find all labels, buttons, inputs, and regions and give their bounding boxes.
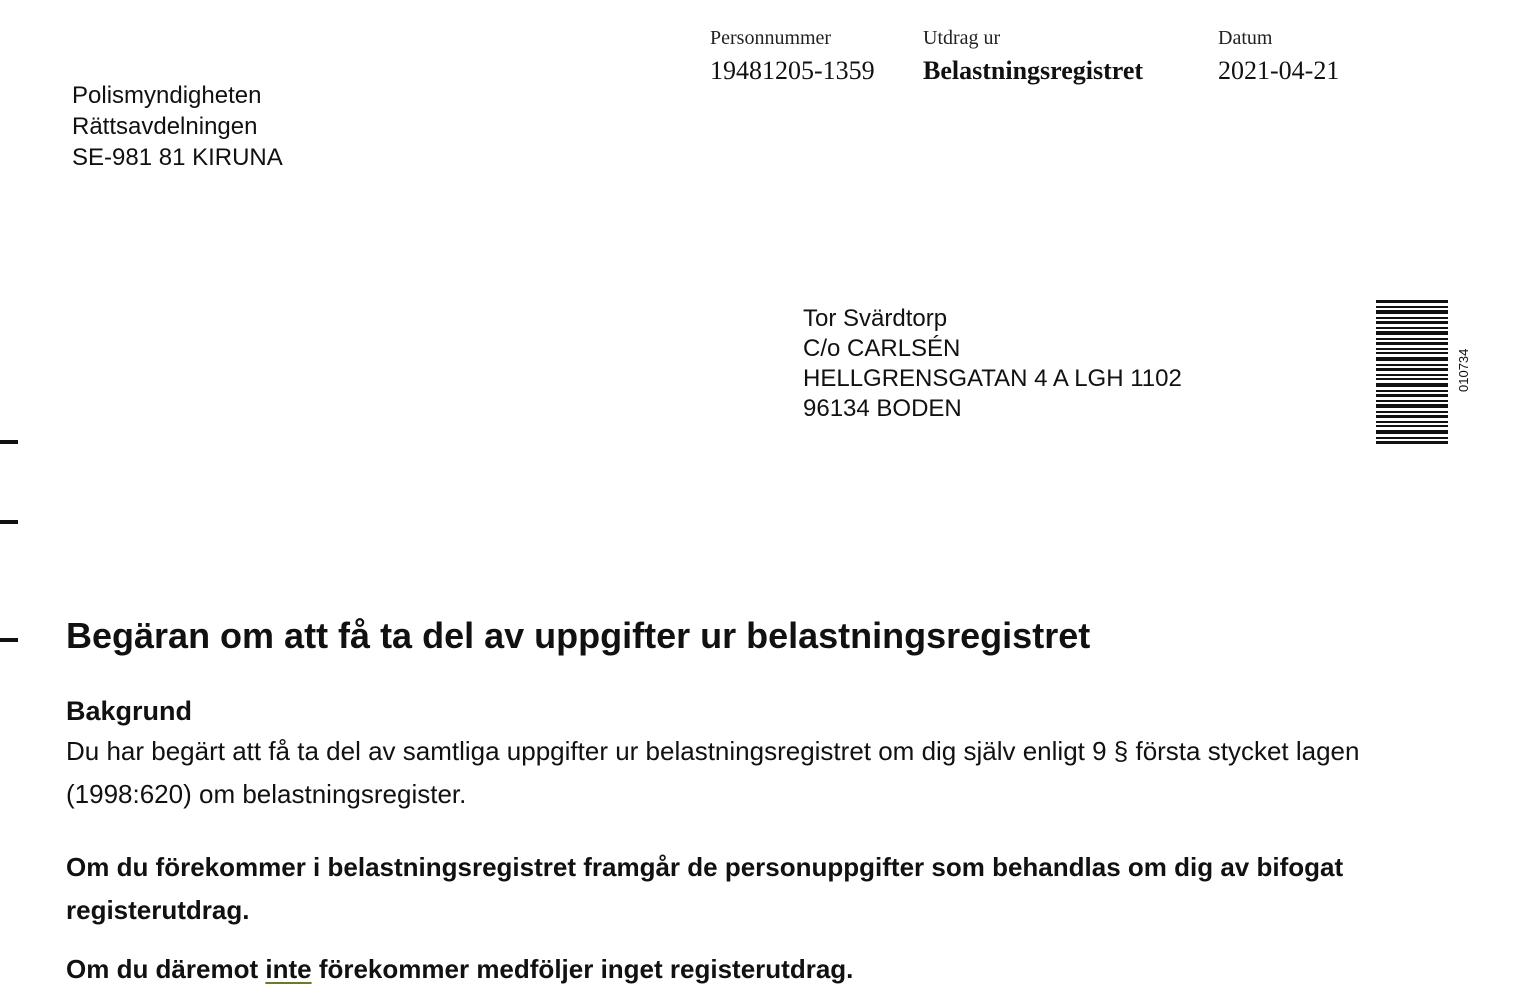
- personnummer-label: Personnummer: [710, 27, 832, 49]
- register-name: Belastningsregistret: [923, 56, 1144, 85]
- recipient-line: HELLGRENSGATAN 4 A LGH 1102: [803, 365, 1182, 392]
- sender-line: Polismyndigheten: [72, 82, 262, 109]
- recipient-line: C/o CARLSÉN: [803, 335, 961, 362]
- recipient-line: 96134 BODEN: [803, 395, 962, 422]
- fold-mark: [0, 440, 18, 444]
- background-paragraph: Du har begärt att få ta del av samtliga uppgifter ur belastningsregistret om dig själv enligt 9 § första stycket lagen (1998:620) om belastningsregister.: [66, 736, 1360, 809]
- date-block: [1218, 26, 1339, 88]
- barcode-icon: [1376, 300, 1448, 446]
- register-block: [923, 26, 1143, 88]
- recipient-line: Tor Svärdtorp: [803, 305, 948, 332]
- no-record-text-start: Om du däremot: [66, 954, 266, 984]
- section-heading: Bakgrund: [66, 696, 193, 726]
- sender-line: SE-981 81 KIRUNA: [72, 144, 283, 171]
- no-record-emphasis: inte: [265, 954, 312, 984]
- document-title: Begäran om att få ta del av uppgifter ur belastningsregistret: [66, 615, 1091, 656]
- barcode-number: 010734: [1456, 348, 1471, 392]
- date-value: 2021-04-21: [1218, 56, 1340, 85]
- no-record-paragraph: [66, 948, 1446, 991]
- no-record-text-end: förekommer medföljer inget registerutdrag.: [311, 954, 854, 984]
- recipient-address: [803, 304, 1182, 424]
- personnummer-block: [710, 26, 875, 88]
- register-info-paragraph: Om du förekommer i belastningsregistret framgår de personuppgifter som behandlas om dig av bifogat registerutdrag.: [66, 852, 1344, 925]
- register-label: Utdrag ur: [923, 27, 1001, 49]
- personnummer-value: 19481205-1359: [710, 56, 875, 85]
- sender-address: [72, 80, 283, 173]
- fold-mark: [0, 638, 18, 642]
- fold-mark: [0, 520, 18, 524]
- sender-line: Rättsavdelningen: [72, 113, 258, 140]
- date-label: Datum: [1218, 27, 1273, 49]
